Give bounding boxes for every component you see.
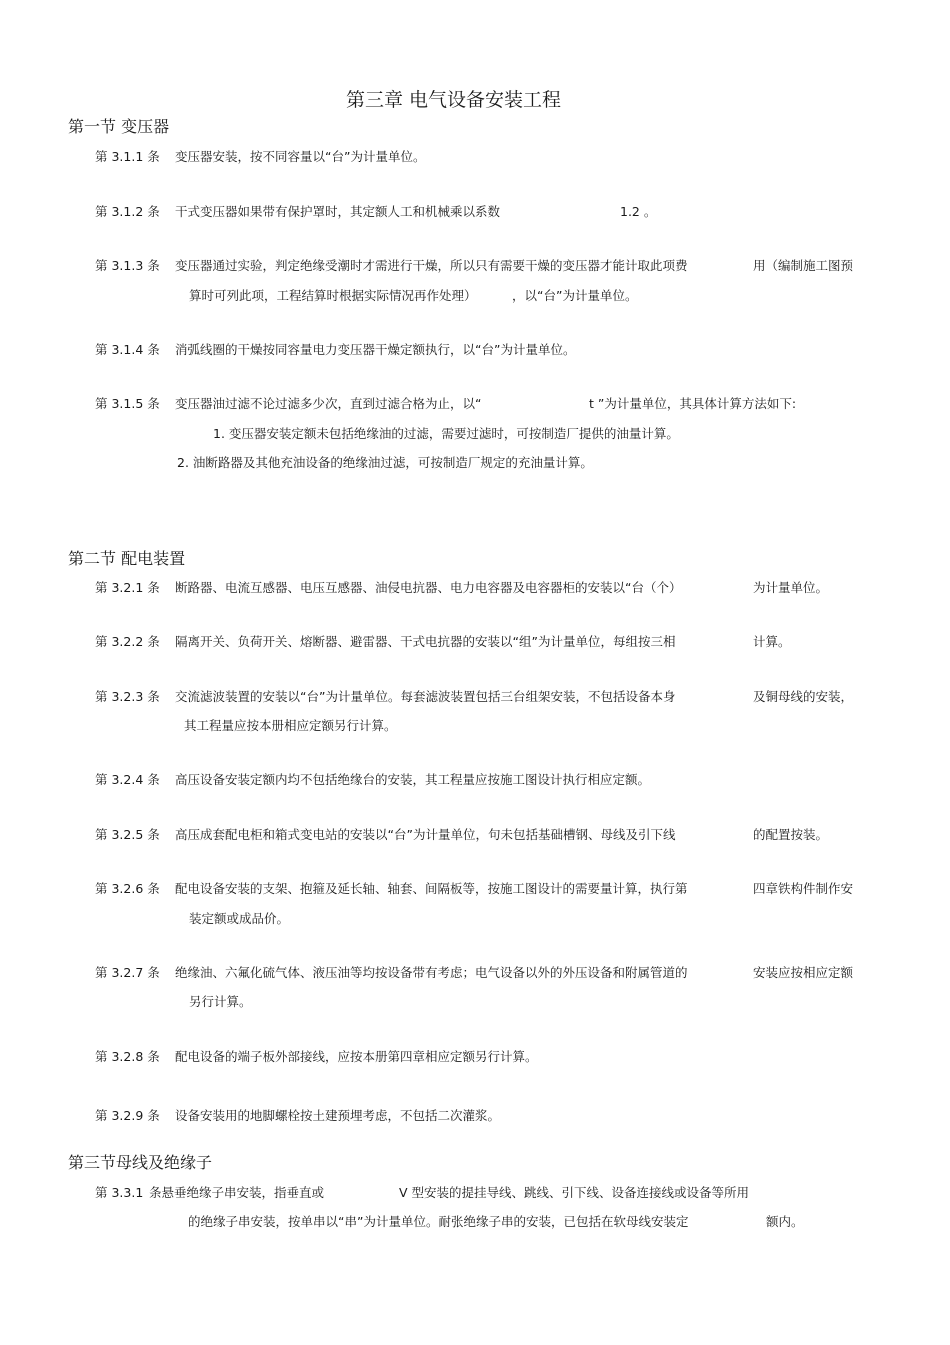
clause-3-3-1-continuation: 的绝缘子串安装，按单串以“串”为计量单位。耐张绝缘子串的安装，已包括在软母线安装定 [188, 1214, 689, 1229]
clause-3-1-5-tail: t ”为计量单位，其具体计算方法如下: [589, 396, 797, 411]
clause-3-2-3-continuation: 其工程量应按本册相应定额另行计算。 [184, 718, 397, 733]
clause-3-2-6-text: 配电设备安装的支架、抱箍及延长轴、轴套、间隔板等，按施工图设计的需要量计算，执行第 [175, 881, 688, 896]
clause-3-2-3-text: 交流滤波装置的安装以“台”为计量单位。每套滤波装置包括三台组架安装，不包括设备本身 [175, 689, 676, 704]
clause-3-2-6-continuation: 装定额或成品价。 [189, 911, 290, 926]
clause-3-2-3-number: 第 3.2.3 条 [95, 689, 160, 704]
clause-3-2-2-tail: 计算。 [753, 634, 791, 649]
clause-3-2-1-text: 断路器、电流互感器、电压互感器、油侵电抗器、电力电容器及电容器柜的安装以“台（个） [175, 580, 682, 595]
clause-3-2-4-number: 第 3.2.4 条 [95, 772, 160, 787]
clause-3-2-9-number: 第 3.2.9 条 [95, 1108, 160, 1123]
clause-3-3-1-number: 第 3.3.1 [95, 1185, 144, 1200]
clause-3-2-5-number: 第 3.2.5 条 [95, 827, 160, 842]
clause-3-2-6-tail: 四章铁构件制作安 [753, 881, 854, 896]
section-heading-1: 第一节 变压器 [68, 117, 170, 136]
clause-3-2-8-number: 第 3.2.8 条 [95, 1049, 160, 1064]
clause-3-3-1-continuation-tail: 额内。 [766, 1214, 804, 1229]
clause-3-2-7-continuation: 另行计算。 [189, 994, 252, 1009]
clause-3-1-5-subitem-1: 1. 变压器安装定额未包括绝缘油的过滤，需要过滤时，可按制造厂提供的油量计算。 [213, 426, 679, 441]
chapter-title: 第三章 电气设备安装工程 [346, 89, 562, 111]
clause-3-2-7-text: 绝缘油、六氟化硫气体、液压油等均按设备带有考虑；电气设备以外的外压设备和附属管道的 [175, 965, 688, 980]
clause-3-1-1-number: 第 3.1.1 条 [95, 149, 160, 164]
clause-3-2-7-tail: 安装应按相应定额 [753, 965, 854, 980]
clause-3-2-2-number: 第 3.2.2 条 [95, 634, 160, 649]
clause-3-1-1-text: 变压器安装，按不同容量以“台”为计量单位。 [175, 149, 426, 164]
clause-3-1-3-tail: 用（编制施工图预 [753, 258, 854, 273]
clause-3-2-4-text: 高压设备安装定额内均不包括绝缘台的安装，其工程量应按施工图设计执行相应定额。 [175, 772, 651, 787]
clause-3-2-1-number: 第 3.2.1 条 [95, 580, 160, 595]
clause-3-2-5-text: 高压成套配电柜和箱式变电站的安装以“台”为计量单位，句未包括基础槽钢、母线及引下线 [175, 827, 676, 842]
clause-3-1-5-number: 第 3.1.5 条 [95, 396, 160, 411]
clause-3-1-3-text: 变压器通过实验，判定绝缘受潮时才需进行干燥，所以只有需要干燥的变压器才能计取此项费 [175, 258, 688, 273]
clause-3-1-3-continuation-tail: ，以“台”为计量单位。 [512, 288, 638, 303]
clause-3-2-8-text: 配电设备的端子板外部接线，应按本册第四章相应定额另行计算。 [175, 1049, 538, 1064]
clause-3-3-1-text: 条悬垂绝缘子串安装，指垂直或 [149, 1185, 325, 1200]
clause-3-1-4-number: 第 3.1.4 条 [95, 342, 160, 357]
clause-3-1-5-subitem-2: 2. 油断路器及其他充油设备的绝缘油过滤，可按制造厂规定的充油量计算。 [177, 455, 593, 470]
section-heading-3: 第三节母线及绝缘子 [68, 1153, 213, 1172]
clause-3-2-6-number: 第 3.2.6 条 [95, 881, 160, 896]
clause-3-1-3-number: 第 3.1.3 条 [95, 258, 160, 273]
clause-3-1-2-tail: 1.2 。 [620, 204, 657, 219]
clause-3-2-2-text: 隔离开关、负荷开关、熔断器、避雷器、干式电抗器的安装以“组”为计量单位，每组按三相 [175, 634, 676, 649]
clause-3-2-1-tail: 为计量单位。 [753, 580, 829, 595]
section-heading-2: 第二节 配电装置 [68, 549, 186, 568]
clause-3-2-9-text: 设备安装用的地脚螺栓按土建预埋考虑，不包括二次灌浆。 [175, 1108, 501, 1123]
clause-3-2-3-tail: 及铜母线的安装， [753, 689, 854, 704]
clause-3-1-4-text: 消弧线圈的干燥按同容量电力变压器干燥定额执行，以“台”为计量单位。 [175, 342, 576, 357]
clause-3-2-5-tail: 的配置按装。 [753, 827, 829, 842]
clause-3-3-1-tail: V 型安装的提挂导线、跳线、引下线、设备连接线或设备等所用 [399, 1185, 750, 1200]
clause-3-1-3-continuation: 算时可列此项，工程结算时根据实际情况再作处理） [189, 288, 477, 303]
clause-3-1-5-text: 变压器油过滤不论过滤多少次，直到过滤合格为止，以“ [175, 396, 482, 411]
clause-3-1-2-number: 第 3.1.2 条 [95, 204, 160, 219]
clause-3-1-2-text: 干式变压器如果带有保护罩时，其定额人工和机械乘以系数 [175, 204, 501, 219]
clause-3-2-7-number: 第 3.2.7 条 [95, 965, 160, 980]
